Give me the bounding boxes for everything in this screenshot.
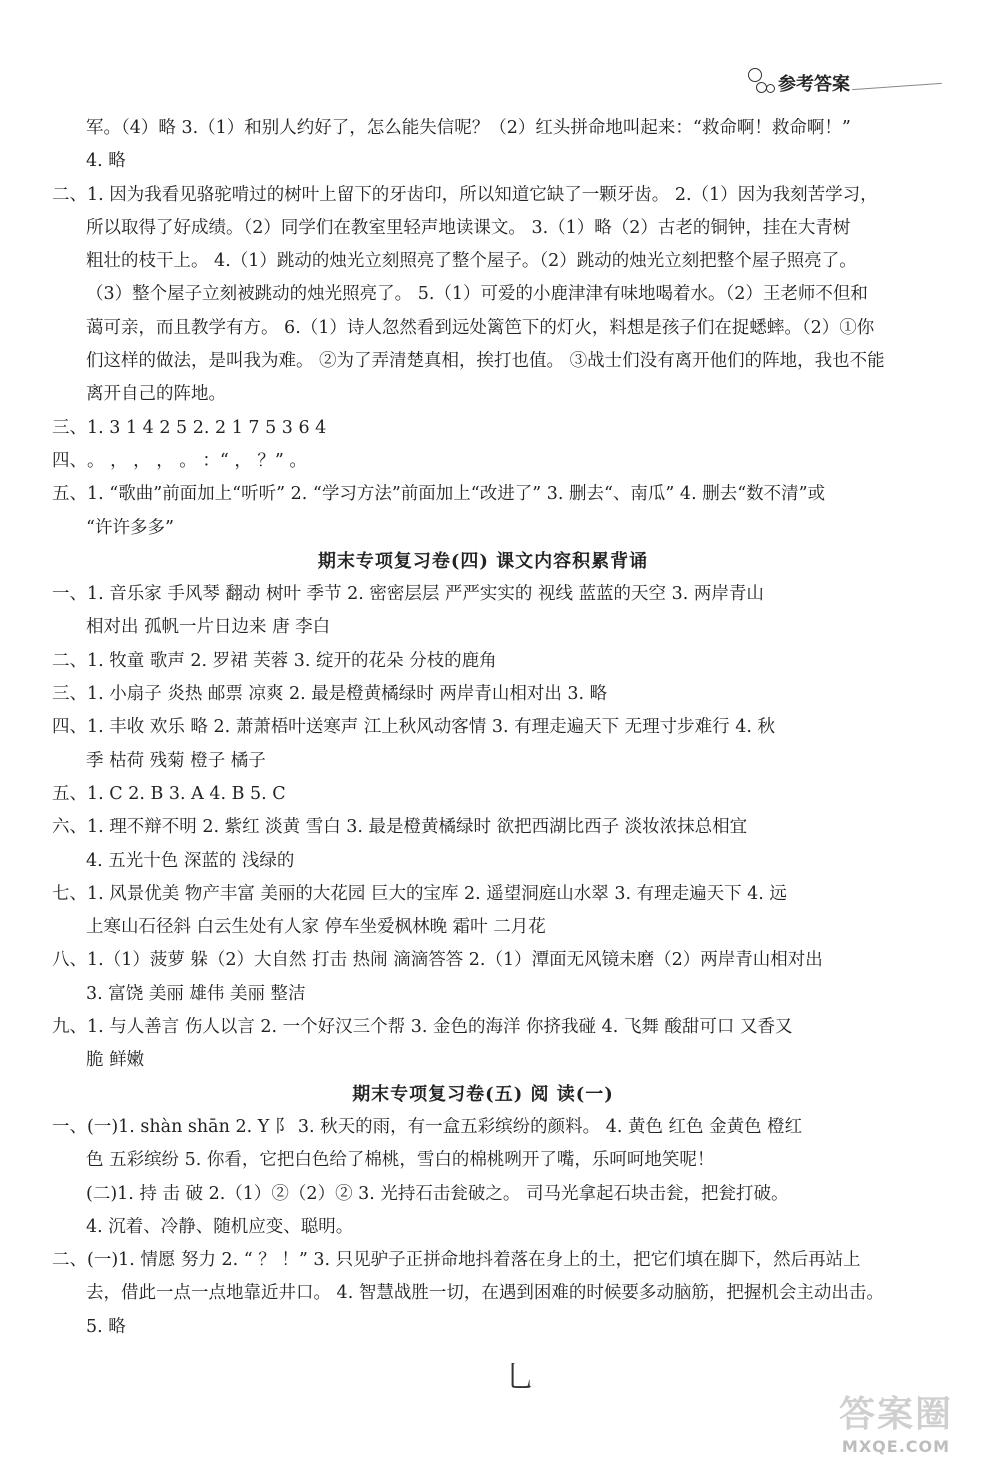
question-group-1: 一、 (一)1. shàn shān 2. Y 阝 3. 秋天的雨，有一盒五彩缤纷的颜料。 4. 黄色 红色 金黄色 橙红 [52, 1116, 803, 1137]
question-group-4: 四、 1. 丰收 欢乐 略 2. 萧萧梧叶送寒声 江上秋风动客情 3. 有理走遍天下 无理寸步难行 4. 秋 [52, 717, 775, 738]
question-group-2: 二、 1. 因为我看见骆驼啃过的树叶上留下的牙齿印，所以知道它缺了一颗牙齿。 2.（1）因为我刻苦学习， [52, 184, 878, 205]
answer-line: “许许多多” [86, 517, 174, 538]
answer-line: 相对出 孤帆一片日边来 唐 李白 [86, 617, 331, 638]
answer-line: 所以取得了好成绩。（2）同学们在教室里轻声地读课文。 3.（1）略（2）古老的铜钟，挂在大青树 [86, 217, 851, 238]
logo-circle-icon [766, 84, 775, 93]
header-logo [742, 64, 942, 100]
logo-line [852, 83, 942, 90]
answer-line: 4. 五光十色 深蓝的 浅绿的 [86, 850, 295, 871]
question-group-3: 三、 1. 小扇子 炎热 邮票 凉爽 2. 最是橙黄橘绿时 两岸青山相对出 3. 略 [52, 684, 608, 705]
answer-line: 3. 富饶 美丽 雄伟 美丽 整洁 [86, 983, 306, 1004]
question-group-2: 二、 1. 牧童 歌声 2. 罗裙 芙蓉 3. 绽开的花朵 分枝的鹿角 [52, 650, 497, 671]
answer-line: 蔼可亲，而且教学有方。 6.（1）诗人忽然看到远处篱笆下的灯火，料想是孩子们在捉蟋蟀。（2）①你 [86, 317, 875, 338]
answer-line: 季 枯荷 残菊 橙子 橘子 [86, 750, 266, 771]
logo-circle-icon [748, 68, 762, 82]
section-title: 期末专项复习卷(四) 课文内容积累背诵 [317, 550, 649, 572]
answer-line: 4. 沉着、冷静、随机应变、聪明。 [86, 1216, 354, 1237]
answer-line: 脆 鲜嫩 [86, 1050, 145, 1071]
answer-line: 离开自己的阵地。 [86, 384, 226, 405]
watermark-logo [806, 1386, 986, 1456]
question-group-3: 三、 1. 3 1 4 2 5 2. 2 1 7 5 3 6 4 [52, 417, 327, 438]
answer-line: 去，借此一点一点地靠近井口。 4. 智慧战胜一切，在遇到困难的时候要多动脑筋，把握机会主动出击。 [86, 1283, 884, 1304]
question-group-9: 九、 1. 与人善言 伤人以言 2. 一个好汉三个帮 3. 金色的海洋 你挤我碰 4. 飞舞 酸甜可口 又香又 [52, 1017, 793, 1038]
watermark-url: MXQE.COM [841, 1437, 951, 1456]
section-title: 期末专项复习卷(五) 阅 读(一) [352, 1083, 614, 1105]
watermark-title: 答案圈 [838, 1394, 953, 1435]
answer-line: (二)1. 持 击 破 2.（1）②（2）② 3. 光持石击瓮破之。 司马光拿起石块击瓮，把瓮打破。 [86, 1183, 789, 1204]
question-group-8: 八、 1.（1）菠萝 躲（2）大自然 打击 热闹 滴滴答答 2.（1）潭面无风镜未磨（2）两岸青山相对出 [52, 950, 823, 971]
answer-line: （3）整个屋子立刻被跳动的烛光照亮了。 5.（1）可爱的小鹿津津有味地喝着水。（2）王老师不但和 [86, 284, 868, 305]
question-group-5: 五、 1. “歌曲”前面加上“听听” 2. “学习方法”前面加上“改进了” 3. 删去“、南瓜” 4. 删去“数不清”或 [52, 484, 826, 505]
answer-line: 军。（4）略 3.（1）和别人约好了，怎么能失信呢？（2）红头拼命地叫起来：“救命啊！救命啊！” [86, 118, 851, 138]
answer-line: 上寒山石径斜 白云生处有人家 停车坐爱枫林晚 霜叶 二月花 [86, 917, 546, 938]
question-group-1: 一、 1. 音乐家 手风琴 翻动 树叶 季节 2. 密密层层 严严实实的 视线 蓝蓝的天空 3. 两岸青山 [52, 584, 764, 605]
answer-line: 粗壮的枝干上。 4.（1）跳动的烛光立刻照亮了整个屋子。（2）跳动的烛光立刻把整个屋子照亮了。 [86, 251, 857, 272]
answer-line: 们这样的做法，是叫我为难。 ②为了弄清楚真相，挨打也值。 ③战士们没有离开他们的阵地，我也不能 [86, 351, 885, 372]
header-title: 参考答案 [778, 74, 850, 95]
question-group-4: 四、 。 ， ， ， 。 ：“ ， ？” 。 [52, 450, 307, 471]
answer-line: 4. 略 [86, 151, 126, 172]
question-group-7: 七、 1. 风景优美 物产丰富 美丽的大花园 巨大的宝库 2. 遥望洞庭山水翠 3. 有理走遍天下 4. 远 [52, 883, 787, 904]
question-group-6: 六、 1. 理不辩不明 2. 紫红 淡黄 雪白 3. 最是橙黄橘绿时 欲把西湖比西子 淡妆浓抹总相宜 [52, 817, 748, 838]
answer-line: 5. 略 [86, 1316, 126, 1337]
page-number-mark: 乚 [505, 1360, 535, 1395]
question-group-2: 二、 (一)1. 情愿 努力 2. “ ？ ！” 3. 只见驴子正拼命地抖着落在身上的土，把它们填在脚下，然后再站上 [52, 1250, 861, 1271]
question-group-5: 五、 1. C 2. B 3. A 4. B 5. C [52, 783, 286, 804]
answer-line: 色 五彩缤纷 5. 你看，它把白色给了棉桃，雪白的棉桃咧开了嘴，乐呵呵地笑呢！ [86, 1150, 715, 1171]
answer-content [52, 112, 914, 1344]
